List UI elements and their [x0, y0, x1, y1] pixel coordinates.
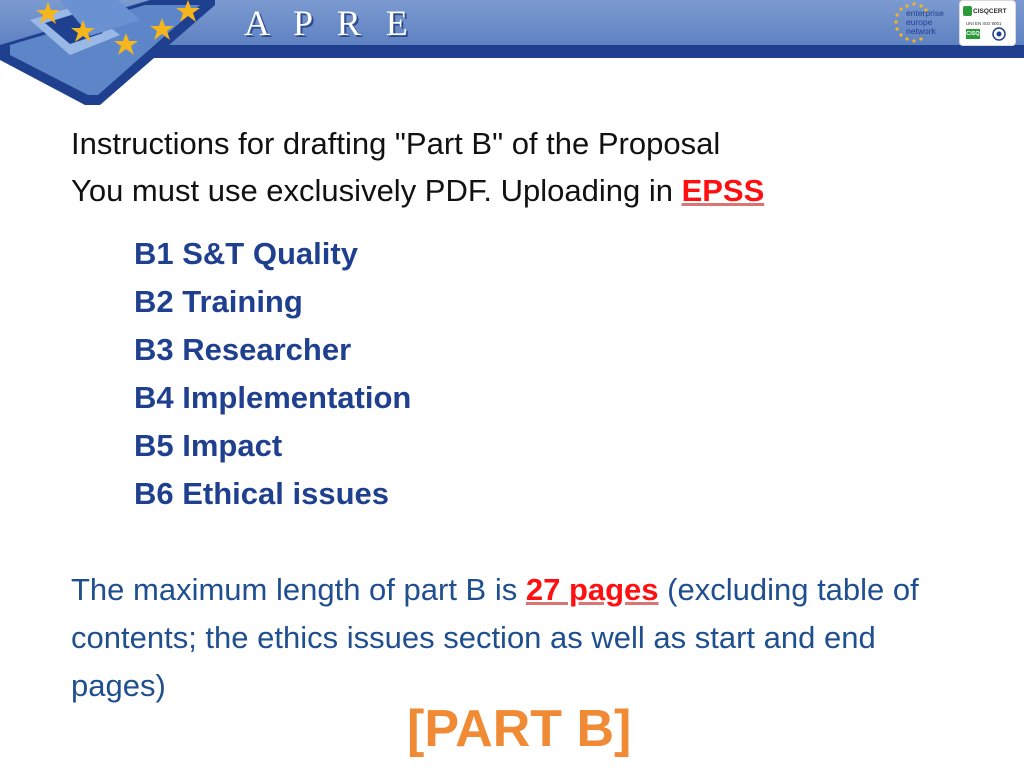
iqnet-icon: [992, 27, 1006, 41]
slide-content: [71, 120, 971, 710]
length-paragraph: The maximum length of part B is 27 pages (excluding table of contents; the ethics issues section as well as start and end pages): [71, 572, 919, 703]
een-label: enterprise europe network: [906, 8, 944, 36]
section-item: B3 Researcher: [134, 332, 352, 367]
section-item: B2 Training: [134, 284, 303, 319]
section-item: B1 S&T Quality: [134, 236, 358, 271]
cisq-cert-logo: CISQCERT UNI EN ISO 9001 CISQ: [959, 0, 1016, 46]
section-item: B5 Impact: [134, 428, 283, 463]
apre-title: A P R E: [244, 3, 416, 43]
section-item: B4 Implementation: [134, 380, 412, 415]
part-b-label: [PART B]: [407, 700, 632, 758]
page-limit-highlight: 27 pages: [525, 572, 659, 607]
apre-star-logo: [0, 0, 215, 110]
epss-highlight: EPSS: [681, 173, 765, 208]
pdf-line: You must use exclusively PDF. Uploading in EPSS: [71, 173, 765, 208]
section-list: [134, 230, 971, 518]
instructions-line: Instructions for drafting "Part B" of the Proposal: [71, 126, 721, 161]
section-item: B6 Ethical issues: [134, 476, 390, 511]
cert-mark-icon: [963, 6, 972, 16]
